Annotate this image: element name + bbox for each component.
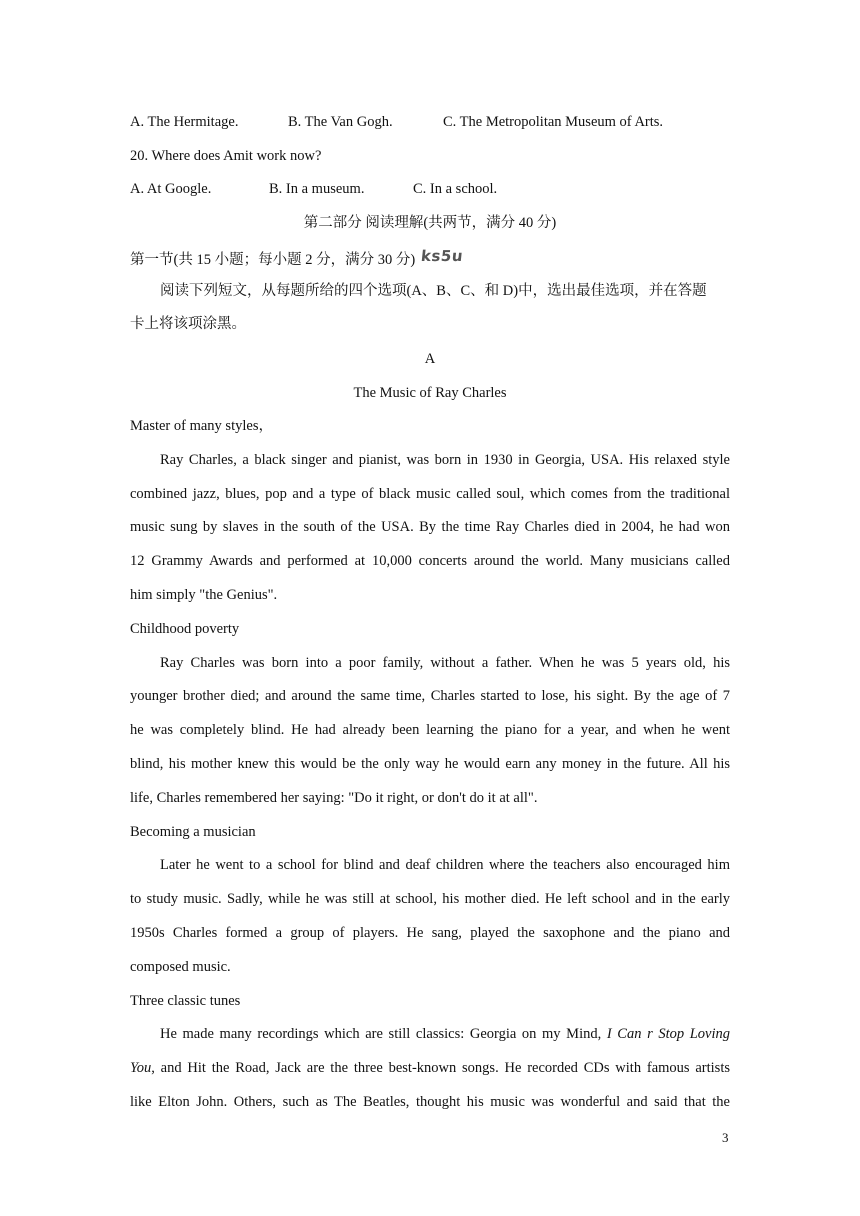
ks5u-logo: ks5u [419, 247, 464, 265]
q20-option-c: C. In a school. [413, 181, 498, 197]
page-number: 3 [722, 1130, 729, 1145]
q19-option-b: B. The Van Gogh. [288, 114, 393, 130]
q19-option-c: C. The Metropolitan Museum of Arts. [443, 114, 664, 130]
q20-question: 20. Where does Amit work now? [130, 148, 322, 164]
song-title-italic: I Can r Stop Loving [606, 1026, 731, 1042]
q20-option-b: B. In a museum. [269, 181, 365, 197]
paragraph-line: to study music. Sadly, while he was still at school, his mother died. He left school and in the early [130, 891, 730, 907]
section-heading-styles: Master of many styles， [130, 418, 273, 434]
paragraph-line: composed music. [130, 959, 231, 975]
paragraph-line: Ray Charles was born into a poor family, without a father. When he was 5 years old, his [160, 655, 730, 671]
paragraph-line: him simply "the Genius". [130, 587, 278, 603]
section1-heading-row [130, 246, 730, 270]
paragraph-line: like Elton John. Others, such as The Beatles, thought his music was wonderful and said that the [130, 1094, 730, 1110]
paragraph-line: Ray Charles, a black singer and pianist, was born in 1930 in Georgia, USA. His relaxed style [160, 452, 730, 468]
passage-title: The Music of Ray Charles [353, 385, 507, 401]
instructions-line-1: 阅读下列短文，从每题所给的四个选项(A、B、C、和 D)中，选出最佳选项，并在答题 [160, 283, 707, 299]
paragraph-line: Later he went to a school for blind and deaf children where the teachers also encouraged him [160, 857, 730, 873]
paragraph-line: he was completely blind. He had already been learning the piano for a year, and when he went [130, 722, 730, 738]
section-heading-poverty: Childhood poverty [130, 621, 240, 637]
paragraph-line: blind, his mother knew this would be the only way he would earn any money in the future. All his [130, 756, 730, 772]
text-run: He made many recordings which are still classics: Georgia on my Mind, [160, 1026, 607, 1042]
paragraph-line [130, 1024, 730, 1044]
paragraph-line [130, 1058, 730, 1078]
paragraph-line: 1950s Charles formed a group of players. He sang, played the saxophone and the piano and [130, 925, 730, 941]
section-heading-musician: Becoming a musician [130, 824, 256, 840]
passage-letter: A [424, 351, 436, 367]
paragraph-line: 12 Grammy Awards and performed at 10,000 concerts around the world. Many musicians called [130, 553, 730, 569]
q19-option-a: A. The Hermitage. [130, 114, 239, 130]
paragraph-line: combined jazz, blues, pop and a type of black music called soul, which comes from the traditional [130, 486, 730, 502]
paragraph-line: younger brother died; and around the same time, Charles started to lose, his sight. By the age of 7 [130, 688, 730, 704]
instructions-line-2: 卡上将该项涂黑。 [130, 316, 246, 332]
paragraph-line: music sung by slaves in the south of the USA. By the time Ray Charles died in 2004, he had won [130, 519, 730, 535]
part2-heading: 第二部分 阅读理解(共两节，满分 40 分) [303, 215, 557, 231]
song-title-italic: You [130, 1060, 152, 1076]
text-run: , and Hit the Road, Jack are the three best-known songs. He recorded CDs with famous artists [151, 1060, 730, 1076]
section-heading-tunes: Three classic tunes [130, 993, 241, 1009]
paragraph-line: life, Charles remembered her saying: "Do it right, or don't do it at all". [130, 790, 538, 806]
section1-heading: 第一节(共 15 小题；每小题 2 分，满分 30 分) [130, 252, 416, 268]
q20-option-a: A. At Google. [130, 181, 212, 197]
